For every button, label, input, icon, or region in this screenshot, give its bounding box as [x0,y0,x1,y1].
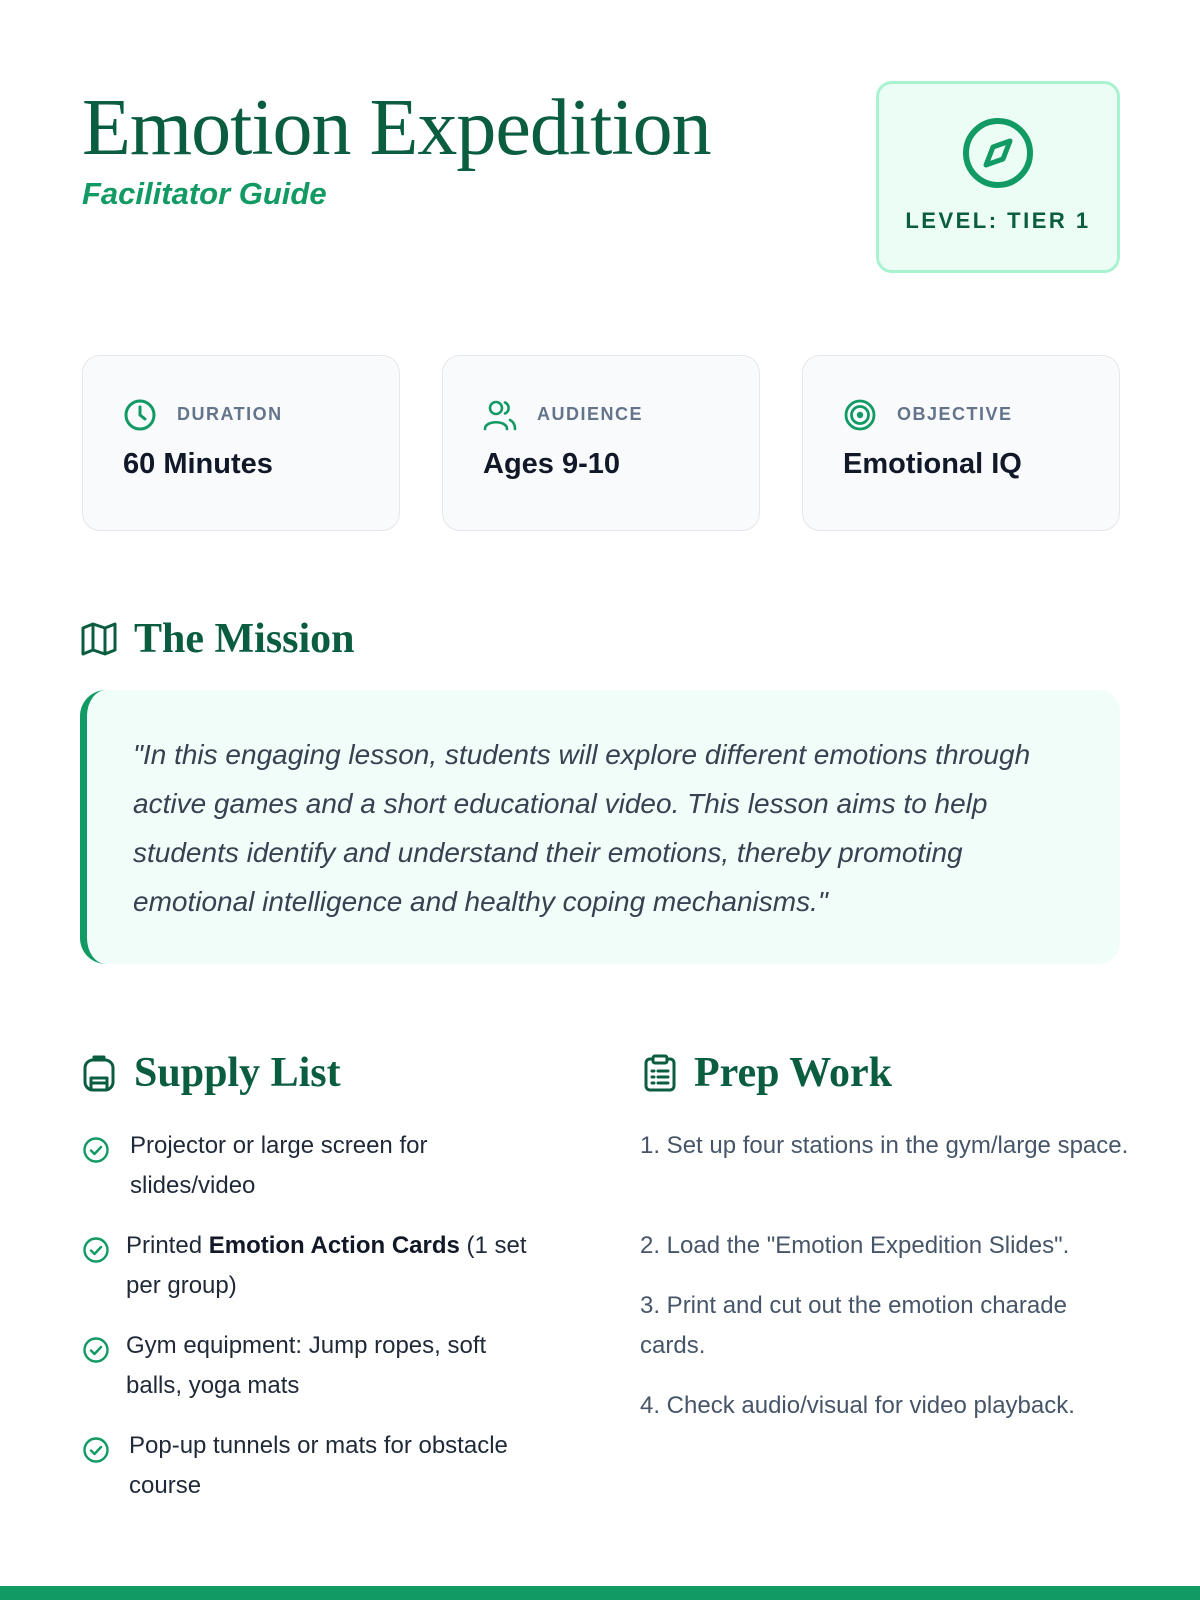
supply-text: Projector or large screen for slides/video [130,1132,428,1199]
mission-quote [80,690,1120,964]
check-circle-icon [82,1436,110,1464]
supply-text: Gym equipment: Jump ropes, soft balls, yoga mats [126,1332,487,1399]
page-title: Emotion Expedition [82,84,711,172]
check-circle-icon [82,1236,110,1264]
clipboard-icon [641,1054,679,1092]
info-cards [82,355,1120,531]
prep-step: 2. Load the "Emotion Expedition Slides". [640,1232,1070,1259]
supply-title: Supply List [134,1050,341,1096]
clock-icon [123,398,157,432]
card-label: OBJECTIVE [897,404,1013,424]
map-icon [80,620,118,658]
footer-bar [0,1586,1200,1600]
users-icon [483,398,517,432]
audience-card [442,355,760,531]
card-label: AUDIENCE [537,404,644,424]
supply-text: Printed Emotion Action Cards (1 set per group) [126,1232,527,1299]
card-value: Emotional IQ [843,448,1022,480]
duration-card [82,355,400,531]
card-value: 60 Minutes [123,448,273,480]
card-label: DURATION [177,404,283,424]
page-subtitle: Facilitator Guide [82,176,327,211]
check-circle-icon [82,1336,110,1364]
header [82,80,1122,274]
backpack-icon [80,1054,118,1092]
mission-title: The Mission [134,616,355,662]
check-circle-icon [82,1136,110,1164]
target-icon [843,398,877,432]
compass-icon [961,116,1035,190]
card-value: Ages 9-10 [483,448,621,480]
level-badge [876,81,1120,273]
objective-card [802,355,1120,531]
prep-step: 3. Print and cut out the emotion charade cards. [640,1292,1067,1359]
prep-step: 4. Check audio/visual for video playback. [640,1392,1075,1419]
mission-text: "In this engaging lesson, students will explore different emotions through active games and a short educational video. This lesson aims to help students identify and understand their emotions, thereby promoting emotional intelligence and healthy coping mechanisms." [133,739,1031,917]
level-label: LEVEL: TIER 1 [905,208,1091,233]
prep-title: Prep Work [694,1050,892,1096]
supply-text: Pop-up tunnels or mats for obstacle course [129,1432,508,1499]
prep-step: 1. Set up four stations in the gym/large space. [640,1132,1129,1159]
